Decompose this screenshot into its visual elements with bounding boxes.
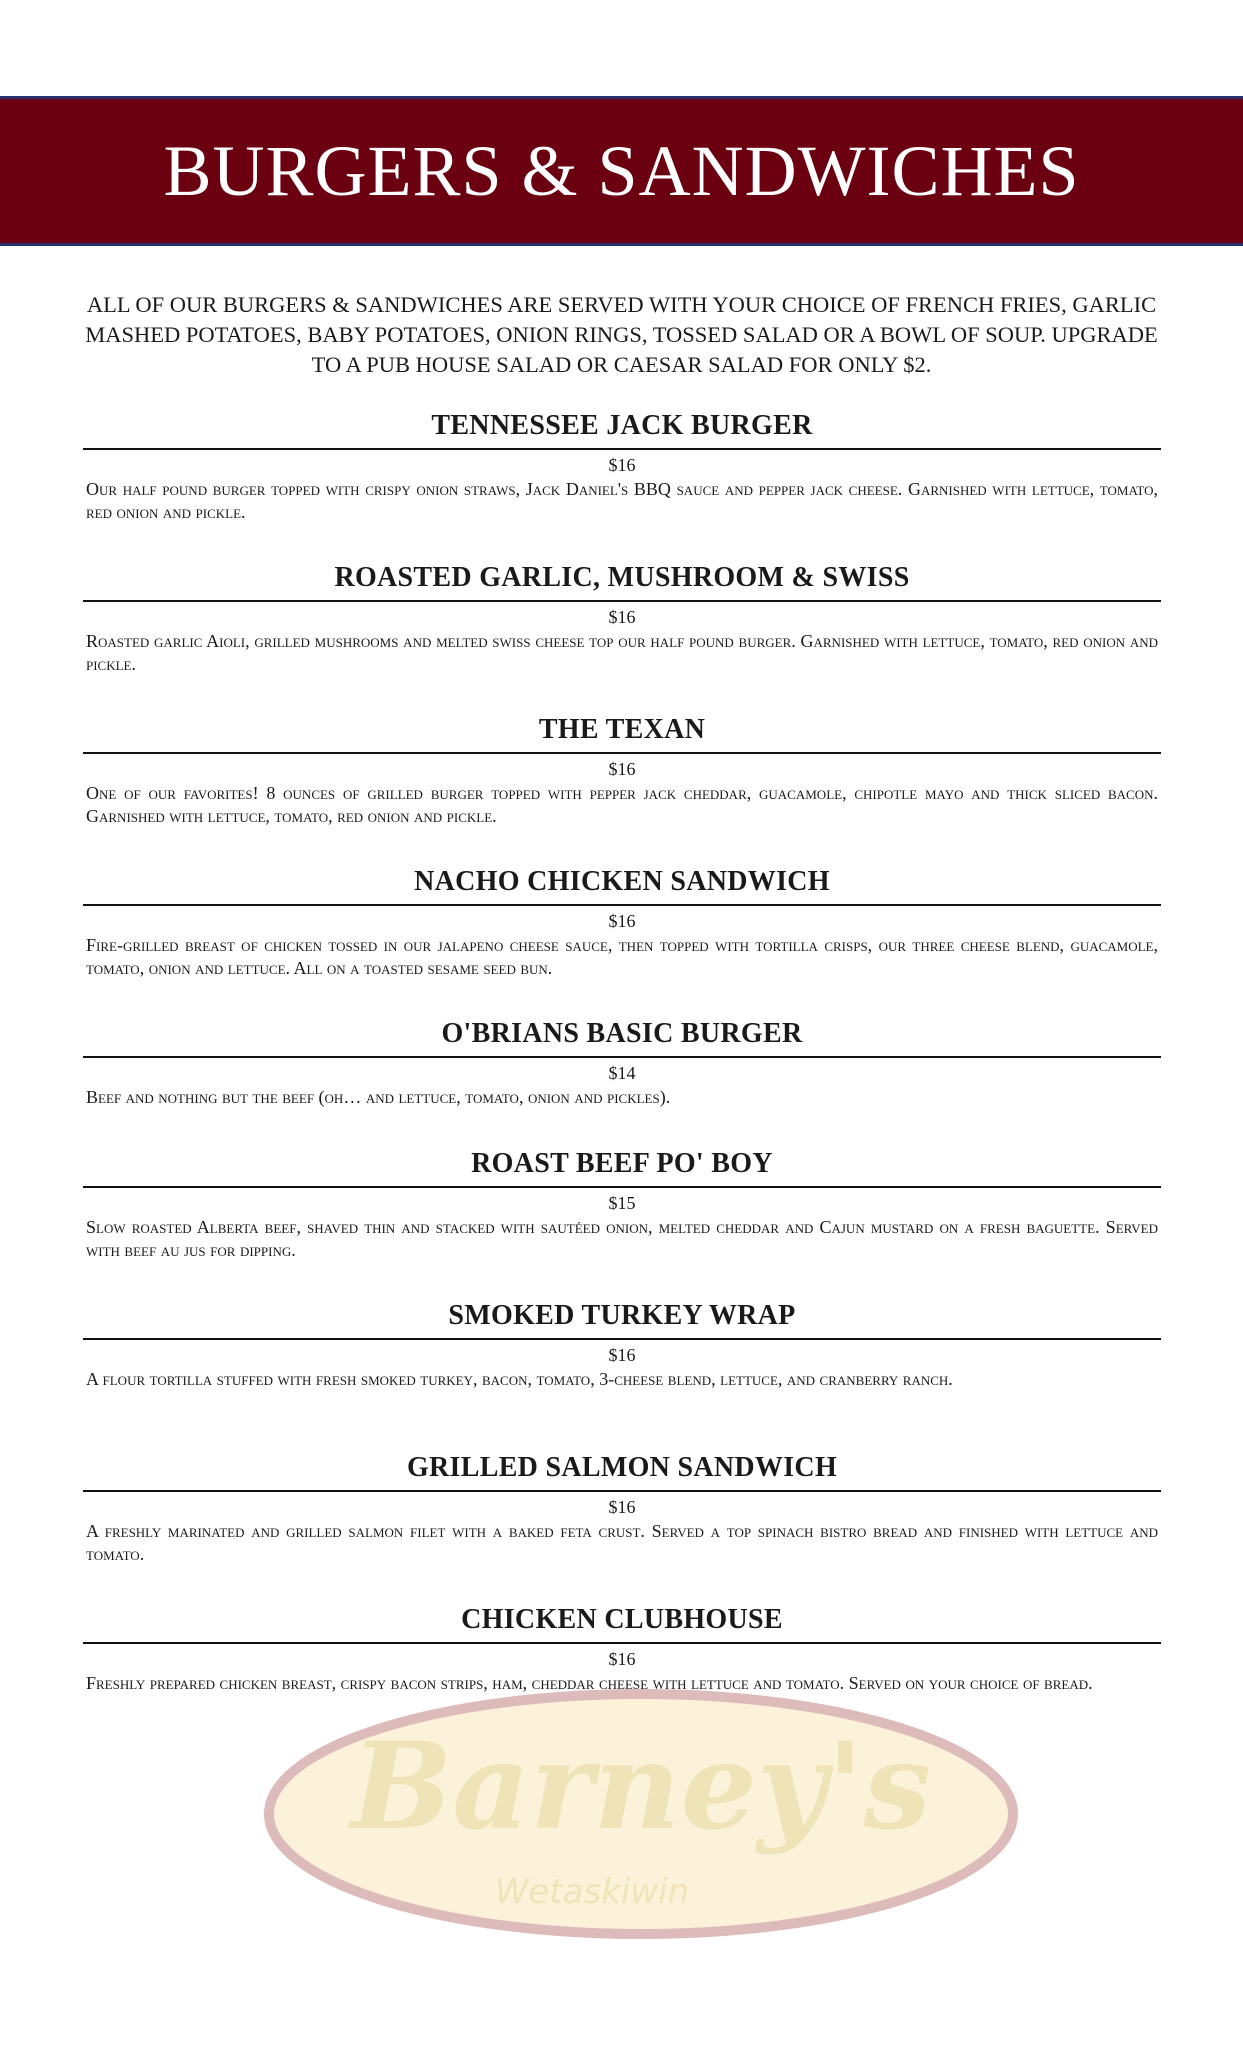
menu-item-title: NACHO CHICKEN SANDWICH (83, 860, 1161, 906)
menu-item-description: A freshly marinated and grilled salmon filet with a baked feta crust. Served a top spinach bistro bread and finished with lettuce and tomato. (86, 1521, 1158, 1564)
menu-item-title: GRILLED SALMON SANDWICH (83, 1446, 1161, 1492)
menu-item-description: Roasted garlic Aioli, grilled mushrooms and melted swiss cheese top our half pound burger. Garnished with lettuce, tomato, red onion and pickle. (86, 631, 1158, 674)
menu-item-description: One of our favorites! 8 ounces of grilled burger topped with pepper jack cheddar, guacamole, chipotle mayo and thick sliced bacon. Garnished with lettuce, tomato, red onion and pickle. (86, 783, 1158, 826)
title-banner (0, 96, 1243, 246)
menu-item-price: $16 (608, 1345, 636, 1365)
page-title: BURGERS & SANDWICHES (163, 130, 1080, 211)
menu-item-price: $16 (608, 607, 636, 627)
menu-item (83, 708, 1161, 860)
menu-item-title: ROAST BEEF PO' BOY (83, 1142, 1161, 1188)
menu-list (83, 404, 1161, 1750)
menu-item-title: SMOKED TURKEY WRAP (83, 1294, 1161, 1340)
menu-item (83, 1012, 1161, 1142)
menu-item-price: $14 (608, 1063, 636, 1083)
menu-item-title: ROASTED GARLIC, MUSHROOM & SWISS (83, 556, 1161, 602)
intro-text: ALL OF OUR BURGERS & SANDWICHES ARE SERVED WITH YOUR CHOICE OF FRENCH FRIES, GARLIC MASHED POTATOES, BABY POTATOES, ONION RINGS, TOSSED SALAD OR A BOWL OF SOUP. UPGRADE TO A PUB HOUSE SALAD OR CAESAR SALAD FOR ONLY $2. (85, 292, 1158, 377)
logo-location-text: Wetaskiwin (494, 1872, 690, 1912)
menu-item-title: CHICKEN CLUBHOUSE (83, 1598, 1161, 1644)
menu-item-price: $16 (608, 1649, 636, 1669)
menu-item-title: TENNESSEE JACK BURGER (83, 404, 1161, 450)
menu-item-title: O'BRIANS BASIC BURGER (83, 1012, 1161, 1058)
menu-item-price: $16 (608, 455, 636, 475)
menu-item (83, 404, 1161, 556)
menu-item-description: Our half pound burger topped with crispy onion straws, Jack Daniel's BBQ sauce and pepper jack cheese. Garnished with lettuce, tomato, red onion and pickle. (86, 479, 1158, 522)
menu-item-description: Slow roasted Alberta beef, shaved thin and stacked with sautéed onion, melted cheddar and Cajun mustard on a fresh baguette. Served with beef au jus for dipping. (86, 1217, 1158, 1260)
menu-item (83, 1294, 1161, 1446)
menu-item (83, 1142, 1161, 1294)
menu-item-price: $15 (608, 1193, 636, 1213)
menu-item-price: $16 (608, 1497, 636, 1517)
menu-item-description: A flour tortilla stuffed with fresh smoked turkey, bacon, tomato, 3-cheese blend, lettuce, and cranberry ranch. (86, 1369, 953, 1389)
menu-item-price: $16 (608, 759, 636, 779)
menu-item-description: Freshly prepared chicken breast, crispy bacon strips, ham, cheddar cheese with lettuce and tomato. Served on your choice of bread. (86, 1673, 1093, 1693)
menu-item (83, 1598, 1161, 1750)
menu-item-description: Beef and nothing but the beef (oh… and lettuce, tomato, onion and pickles). (86, 1087, 671, 1107)
logo-brand-text: Barney's (350, 1716, 932, 1857)
menu-item-title: THE TEXAN (83, 708, 1161, 754)
menu-item (83, 860, 1161, 1012)
menu-item (83, 556, 1161, 708)
menu-item (83, 1446, 1161, 1598)
menu-item-description: Fire-grilled breast of chicken tossed in our jalapeno cheese sauce, then topped with tortilla crisps, our three cheese blend, guacamole, tomato, onion and lettuce. All on a toasted sesame seed bun. (86, 935, 1158, 978)
menu-item-price: $16 (608, 911, 636, 931)
